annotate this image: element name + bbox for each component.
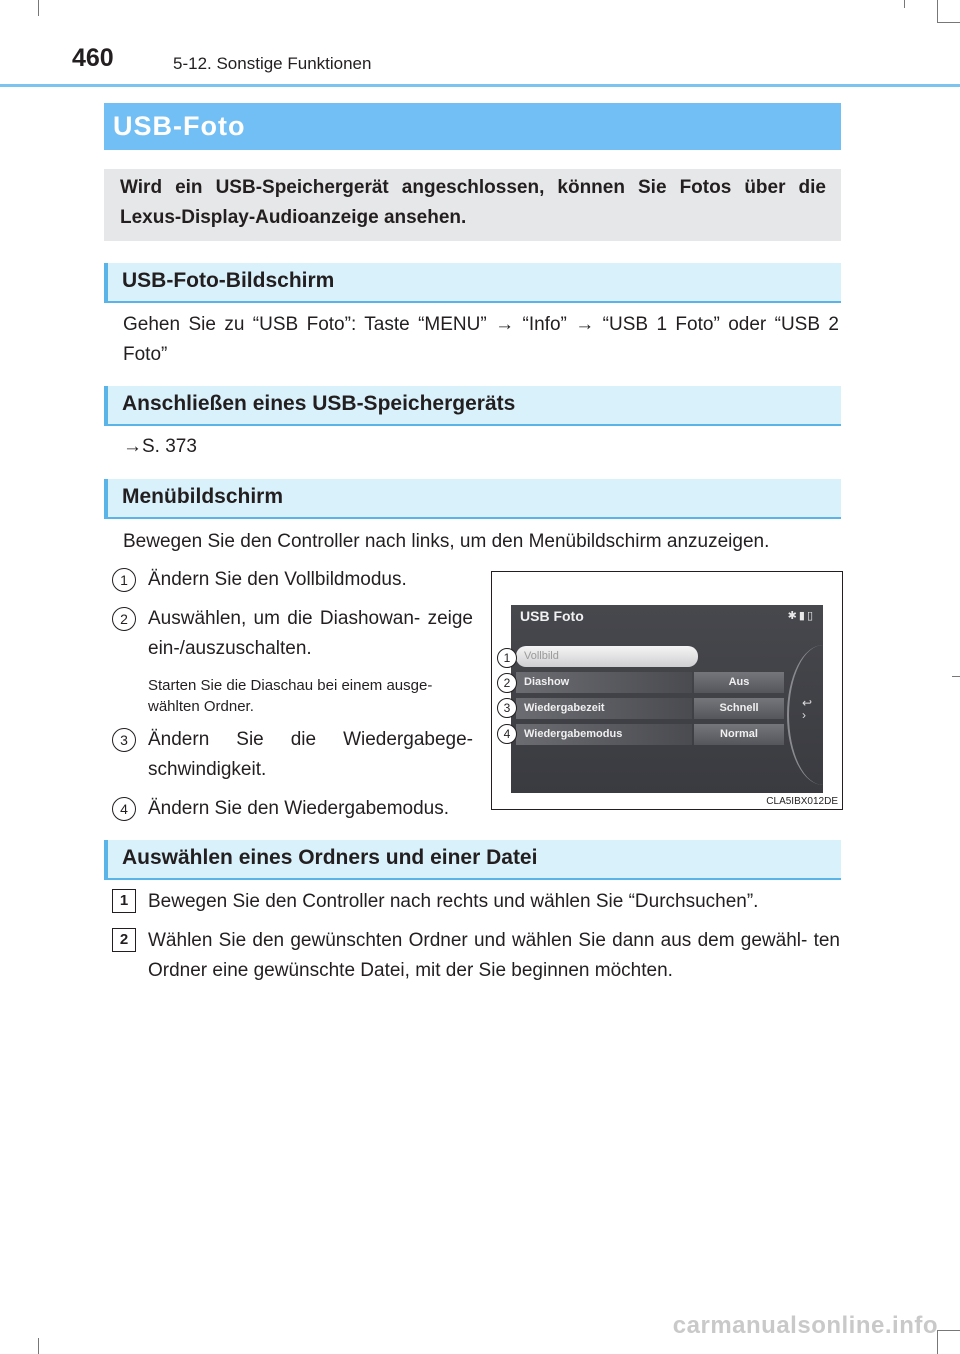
chapter-title: 5-12. Sonstige Funktionen (173, 54, 372, 73)
heading-text: USB-Foto-Bildschirm (122, 269, 335, 292)
figure-callout-1: 1 (497, 648, 517, 668)
menu-item-note: Starten Sie die Diaschau bei einem ausge- wählten Ordner. (148, 677, 433, 715)
section-heading-menu (104, 479, 841, 519)
crop-mark (38, 1338, 39, 1354)
figure-code: CLA5IBX012DE (766, 796, 838, 807)
menu-row-wiedergabezeit[interactable]: Wiedergabezeit (516, 698, 692, 719)
page-number: 460 (72, 44, 114, 72)
controller-arc (787, 645, 859, 785)
section-heading-screen (104, 263, 841, 303)
figure-callout-2: 2 (497, 673, 517, 693)
callout-3: 3 (112, 728, 136, 752)
battery-icon: ▯ (806, 610, 815, 622)
watermark: carmanualsonline.info (672, 1312, 938, 1339)
menu-value-diashow: Aus (694, 672, 784, 693)
screen-figure (491, 571, 843, 810)
intro-text: Wird ein USB-Speichergerät angeschlossen, können Sie Fotos über die Lexus-Display-Audioanzeige ansehen. (120, 177, 826, 228)
chevron-right-icon: › (802, 708, 806, 722)
back-icon: ↩ (802, 696, 813, 710)
menu-item-text: Auswählen, um die Diashowan- zeige ein-/auszuschalten. (148, 608, 473, 659)
crop-mark (937, 1330, 960, 1331)
section-heading-select (104, 840, 841, 880)
step-text: Wählen Sie den gewünschten Ordner und wählen Sie dann aus dem gewähl- ten Ordner eine gewünschte Datei, mit der Sie beginnen möchten. (148, 930, 840, 981)
screen-instructions: Gehen Sie zu “USB Foto”: Taste “MENU” → “Info” → “USB 1 Foto” oder “USB 2 Foto” (123, 314, 839, 365)
heading-text: Menübildschirm (122, 485, 284, 508)
step-number-2: 2 (112, 928, 136, 952)
section-heading-connect (104, 386, 841, 426)
bluetooth-icon: ✱ (787, 610, 799, 622)
page-title: USB-Foto (113, 111, 246, 141)
menu-item-text: Ändern Sie den Vollbildmodus. (148, 569, 407, 590)
menu-item-text: Ändern Sie die Wiedergabege- schwindigkeit. (148, 729, 473, 780)
callout-4: 4 (112, 797, 136, 821)
menu-item-text: Ändern Sie den Wiedergabemodus. (148, 798, 450, 819)
section-title-bar (104, 103, 841, 150)
heading-text: Auswählen eines Ordners und einer Datei (122, 846, 538, 869)
crop-mark (952, 676, 960, 677)
crop-mark (904, 0, 905, 8)
callout-2: 2 (112, 607, 136, 631)
page-reference-link[interactable]: →S. 373 (123, 436, 197, 457)
menu-row-diashow[interactable]: Diashow (516, 672, 692, 693)
step-number-1: 1 (112, 889, 136, 913)
controller-icons (802, 697, 812, 721)
intro-box (104, 169, 841, 241)
menu-value-wiedergabezeit: Schnell (694, 698, 784, 719)
crop-mark (937, 0, 938, 22)
header-rule (0, 84, 960, 87)
status-icons (788, 609, 815, 622)
menu-instructions: Bewegen Sie den Controller nach links, um den Menübildschirm anzuzeigen. (123, 531, 770, 552)
screen-title: USB Foto (520, 608, 584, 624)
heading-text: Anschließen eines USB-Speichergeräts (122, 392, 516, 415)
crop-mark (38, 0, 39, 16)
menu-value-wiedergabemodus: Normal (694, 724, 784, 745)
figure-callout-3: 3 (497, 698, 517, 718)
menu-row-vollbild[interactable]: Vollbild (516, 646, 698, 667)
signal-icon: ▮ (798, 610, 807, 622)
callout-1: 1 (112, 568, 136, 592)
step-text: Bewegen Sie den Controller nach rechts und wählen Sie “Durchsuchen”. (148, 891, 759, 912)
crop-mark (937, 22, 960, 23)
figure-callout-4: 4 (497, 724, 517, 744)
display-screen (511, 605, 823, 793)
menu-row-wiedergabemodus[interactable]: Wiedergabemodus (516, 724, 692, 745)
